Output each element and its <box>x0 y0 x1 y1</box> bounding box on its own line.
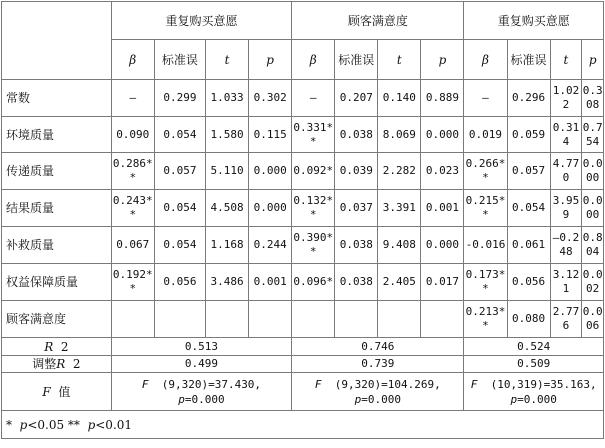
table-row <box>2 227 604 264</box>
adj-r2-sym: R <box>56 357 66 371</box>
cell-value <box>292 301 335 338</box>
cell-value: 0.804 <box>582 227 604 264</box>
cell-value <box>335 301 378 338</box>
cell-value: 0.057 <box>507 153 550 190</box>
f-stat-2 <box>292 373 464 411</box>
cell-value: – <box>111 80 154 117</box>
cell-value: 0.080 <box>507 301 550 338</box>
cell-value: 0.006 <box>582 301 604 338</box>
adj-r2-label <box>2 356 112 373</box>
col-t-3: t <box>550 40 582 80</box>
table-row <box>2 190 604 227</box>
cell-value: 0.000 <box>421 117 464 153</box>
cell-value: 9.408 <box>378 227 421 264</box>
cell-value: 0.054 <box>154 190 205 227</box>
col-p-2: p <box>421 40 464 80</box>
row-label: 权益保障质量 <box>2 264 112 301</box>
f-sym-3: F <box>470 377 478 391</box>
cell-value: 3.486 <box>206 264 249 301</box>
cell-value: 0.314 <box>550 117 582 153</box>
footnote-row <box>2 411 604 439</box>
cell-value: 0.173** <box>464 264 507 301</box>
cell-value: 1.168 <box>206 227 249 264</box>
cell-value: 1.033 <box>206 80 249 117</box>
f-df-2: (9,320)=104.269, <box>334 377 441 391</box>
cell-value: 0.192** <box>111 264 154 301</box>
col-p-1: p <box>249 40 292 80</box>
f-pval-2: =0.000 <box>361 392 401 406</box>
cell-value: 2.405 <box>378 264 421 301</box>
row-label: 结果质量 <box>2 190 112 227</box>
cell-value: 0.331** <box>292 117 335 153</box>
cell-value: 0.000 <box>249 153 292 190</box>
col-beta-3: β <box>464 40 507 80</box>
fn-star: * <box>6 417 12 432</box>
r2-row <box>2 338 604 356</box>
cell-value <box>206 301 249 338</box>
col-se-3: 标准误 <box>507 40 550 80</box>
group-header-1: 重复购买意愿 <box>111 2 291 40</box>
f-stat-1 <box>111 373 291 411</box>
cell-value: 0.090 <box>111 117 154 153</box>
cell-value: 0.092* <box>292 153 335 190</box>
cell-value: 0.019 <box>464 117 507 153</box>
f-pval-3: =0.000 <box>517 392 557 406</box>
fn-t1: <0.05 ** <box>27 417 80 432</box>
cell-value: 0.296 <box>507 80 550 117</box>
f-df-3: (10,319)=35.163, <box>490 377 597 391</box>
group-header-2: 顾客满意度 <box>292 2 464 40</box>
f-row <box>2 373 604 411</box>
cell-value: 5.110 <box>206 153 249 190</box>
cell-value: 1.022 <box>550 80 582 117</box>
row-label: 补救质量 <box>2 227 112 264</box>
col-t-2: t <box>378 40 421 80</box>
f-label <box>2 373 112 411</box>
header-group-row <box>2 2 604 40</box>
cell-value <box>249 301 292 338</box>
r2-value-1: 0.513 <box>111 338 291 356</box>
r2-label <box>2 338 112 356</box>
cell-value: 0.002 <box>582 264 604 301</box>
cell-value: 0.889 <box>421 80 464 117</box>
table-row <box>2 117 604 153</box>
col-se-1: 标准误 <box>154 40 205 80</box>
cell-value: 0.213** <box>464 301 507 338</box>
cell-value: 2.776 <box>550 301 582 338</box>
cell-value: 0.054 <box>154 117 205 153</box>
cell-value <box>421 301 464 338</box>
table-row <box>2 301 604 338</box>
cell-value: 0.000 <box>582 153 604 190</box>
cell-value: 0.038 <box>335 227 378 264</box>
cell-value: 0.023 <box>421 153 464 190</box>
footnote <box>2 411 604 439</box>
adj-r2-value-3: 0.509 <box>464 356 604 373</box>
regression-table <box>1 1 604 439</box>
col-p-3: p <box>582 40 604 80</box>
cell-value: -0.016 <box>464 227 507 264</box>
f-p-1: p <box>178 392 185 406</box>
adj-r2-cn: 调整 <box>32 357 57 371</box>
cell-value: 0.286** <box>111 153 154 190</box>
cell-value: 3.959 <box>550 190 582 227</box>
fn-p2: p <box>87 417 96 432</box>
cell-value: 4.770 <box>550 153 582 190</box>
cell-value: 0.308 <box>582 80 604 117</box>
cell-value: 0.001 <box>421 190 464 227</box>
f-p-3: p <box>510 392 518 406</box>
cell-value: 0.000 <box>421 227 464 264</box>
row-label: 顾客满意度 <box>2 301 112 338</box>
group-header-3: 重复购买意愿 <box>464 2 604 40</box>
cell-value: 0.243** <box>111 190 154 227</box>
cell-value: 4.508 <box>206 190 249 227</box>
fn-p1: p <box>19 417 28 432</box>
col-se-2: 标准误 <box>335 40 378 80</box>
cell-value: 0.057 <box>154 153 205 190</box>
cell-value: 0.754 <box>582 117 604 153</box>
col-beta-1: β <box>111 40 154 80</box>
corner-cell <box>2 2 112 80</box>
cell-value: 0.054 <box>154 227 205 264</box>
cell-value: 0.096* <box>292 264 335 301</box>
cell-value <box>378 301 421 338</box>
adj-r2-num: 2 <box>72 357 81 371</box>
cell-value: 0.039 <box>335 153 378 190</box>
col-t-1: t <box>206 40 249 80</box>
cell-value: 0.038 <box>335 117 378 153</box>
cell-value: 0.067 <box>111 227 154 264</box>
f-sym-2: F <box>314 377 322 391</box>
f-stat-3 <box>464 373 604 411</box>
cell-value: 8.069 <box>378 117 421 153</box>
cell-value: 0.299 <box>154 80 205 117</box>
cell-value: 0.017 <box>421 264 464 301</box>
cell-value: 0.001 <box>249 264 292 301</box>
r2-sym: R <box>44 339 54 354</box>
cell-value: 0.059 <box>507 117 550 153</box>
cell-value: 3.391 <box>378 190 421 227</box>
cell-value: – <box>464 80 507 117</box>
cell-value <box>111 301 154 338</box>
col-beta-2: β <box>292 40 335 80</box>
adj-r2-row <box>2 356 604 373</box>
cell-value: 0.115 <box>249 117 292 153</box>
cell-value: – <box>292 80 335 117</box>
cell-value: 0.056 <box>507 264 550 301</box>
cell-value: 0.037 <box>335 190 378 227</box>
cell-value: 0.132** <box>292 190 335 227</box>
cell-value: 0.038 <box>335 264 378 301</box>
cell-value: 0.390** <box>292 227 335 264</box>
cell-value: 0.215** <box>464 190 507 227</box>
r2-value-3: 0.524 <box>464 338 604 356</box>
cell-value: 0.061 <box>507 227 550 264</box>
row-label: 环境质量 <box>2 117 112 153</box>
cell-value: 3.121 <box>550 264 582 301</box>
adj-r2-value-2: 0.739 <box>292 356 464 373</box>
cell-value: –0.248 <box>550 227 582 264</box>
f-cn: 值 <box>58 384 71 399</box>
cell-value: 0.000 <box>582 190 604 227</box>
table-row <box>2 80 604 117</box>
f-sym: F <box>42 384 51 399</box>
cell-value: 0.054 <box>507 190 550 227</box>
cell-value: 0.266** <box>464 153 507 190</box>
adj-r2-value-1: 0.499 <box>111 356 291 373</box>
table-row <box>2 264 604 301</box>
cell-value <box>154 301 205 338</box>
cell-value: 0.207 <box>335 80 378 117</box>
row-label: 传递质量 <box>2 153 112 190</box>
f-df-1: (9,320)=37.430, <box>161 377 262 391</box>
cell-value: 0.302 <box>249 80 292 117</box>
fn-t2: <0.01 <box>95 417 133 432</box>
cell-value: 0.244 <box>249 227 292 264</box>
f-p-2: p <box>354 392 362 406</box>
cell-value: 1.580 <box>206 117 249 153</box>
cell-value: 0.000 <box>249 190 292 227</box>
f-pval-1: =0.000 <box>184 392 225 406</box>
r2-value-2: 0.746 <box>292 338 464 356</box>
r2-num: 2 <box>60 339 69 354</box>
cell-value: 2.282 <box>378 153 421 190</box>
cell-value: 0.140 <box>378 80 421 117</box>
row-label: 常数 <box>2 80 112 117</box>
table-row <box>2 153 604 190</box>
cell-value: 0.056 <box>154 264 205 301</box>
f-sym-1: F <box>141 377 149 391</box>
